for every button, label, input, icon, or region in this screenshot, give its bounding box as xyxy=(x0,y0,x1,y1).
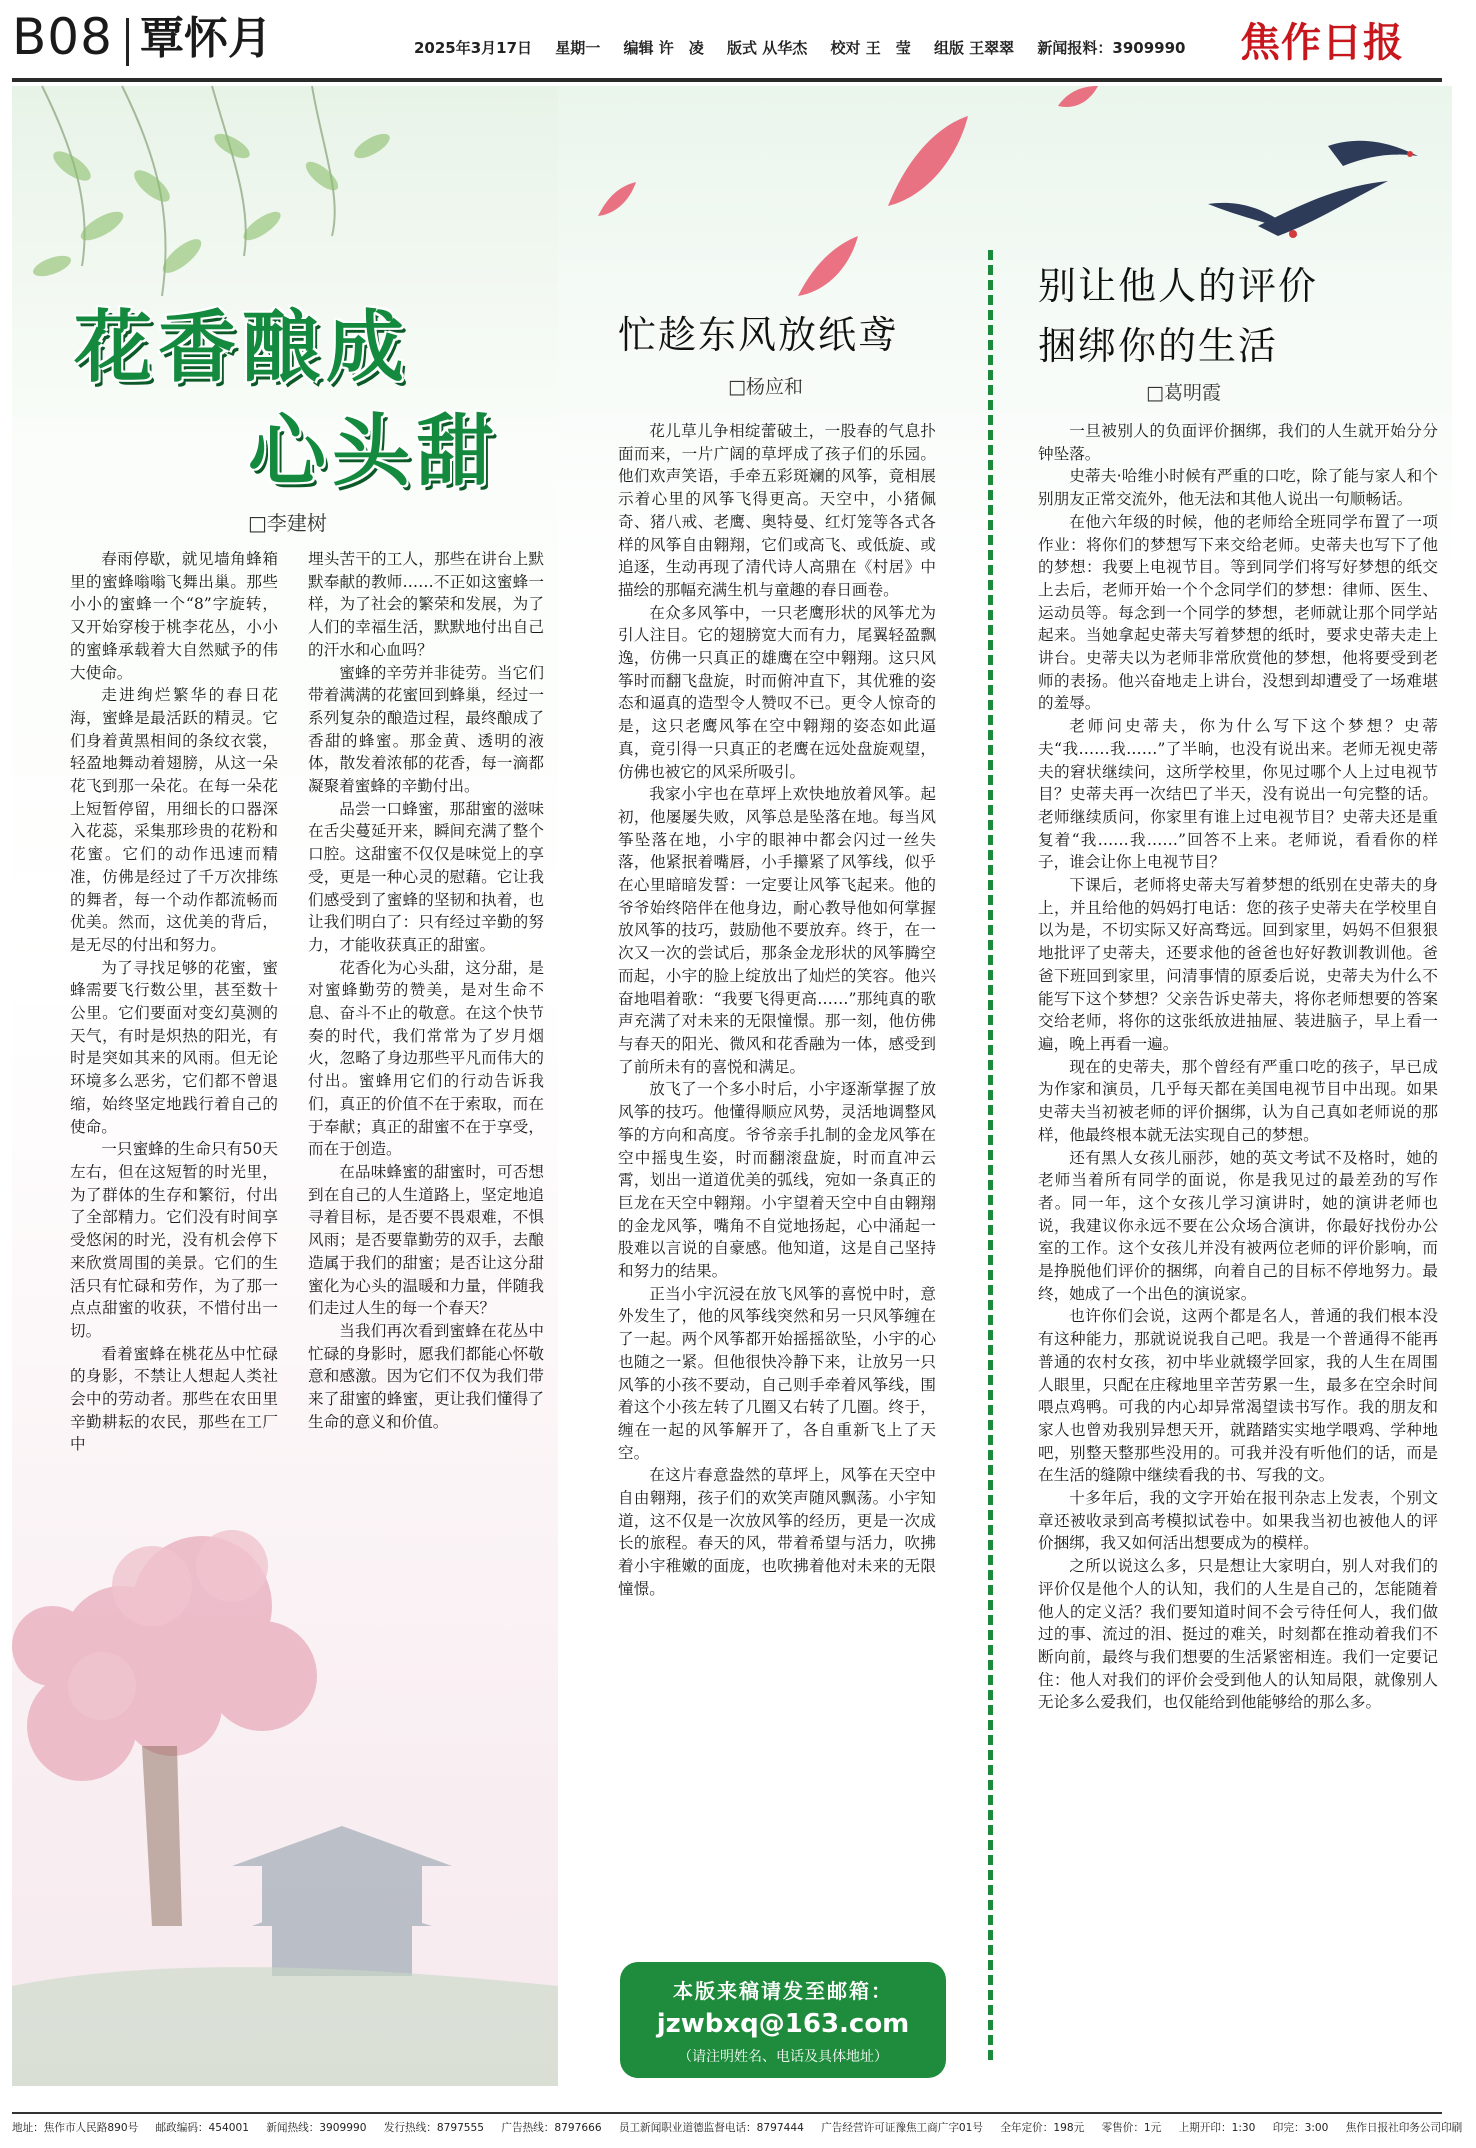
article2-author: □杨应和 xyxy=(728,376,803,398)
paragraph: 也许你们会说，这两个都是名人，普通的我们根本没有这种能力，那就说说我自己吧。我是一个普通得不能再普通的农村女孩，初中毕业就辍学回家，我的人生在周围人眼里，只配在庄稼地里辛苦劳累一生，最多在空余时间喂点鸡鸭。可我的内心却异常渴望读书写作。我的朋友和家人也曾劝我别异想天开，就踏踏实实地学喂鸡、学种地吧，别整天整那些没用的。可我并没有听他们的话，而是在生活的缝隙中继续看我的书、写我的文。 xyxy=(1038,1307,1438,1485)
footer-ethics-line: 员工新闻职业道德监督电话：8797444 xyxy=(618,2122,804,2134)
paragraph: 蜜蜂的辛劳并非徒劳。当它们带着满满的花蜜回到蜂巢，经过一系列复杂的酿造过程，最终酿成了香甜的蜂蜜。那金黄、透明的液体，散发着浓郁的花香，每一滴都凝聚着蜜蜂的辛勤付出。 xyxy=(308,663,544,796)
footer-news-line: 新闻热线：3909990 xyxy=(266,2122,367,2134)
newspaper-logo: 焦作日报 xyxy=(1240,20,1404,66)
header-info xyxy=(414,36,1203,60)
footer-postcode: 邮政编码：454001 xyxy=(155,2122,249,2134)
submission-heading: 本版来稿请发至邮箱： xyxy=(673,1979,893,2003)
paragraph: 之所以说这么多，只是想让大家明白，别人对我们的评价仅是他个人的认知，我们的人生是自己的，怎能随着他人的定义活？我们要知道时间不会亏待任何人，我们做过的事、流过的泪、挺过的难关，时刻都在推动着我们不断向前，最终与我们想要的生活紧密相连。我们一定要记住：他人对我们的评价会受到他人的认知局限，就像别人无论多么爱我们，也仅能给到他能够给的那么多。 xyxy=(1038,1557,1438,1712)
paragraph: 春雨停歇，就见墙角蜂箱里的蜜蜂嗡嗡飞舞出巢。那些小小的蜜蜂一个“8”字旋转，又开始穿梭于桃李花丛，小小的蜜蜂承载着大自然赋予的伟大使命。 xyxy=(70,550,278,682)
paragraph: 花儿草儿争相绽蕾破土，一股春的气息扑面而来，一片广阔的草坪成了孩子们的乐园。他们欢声笑语，手牵五彩斑斓的风筝，竟相展示着心里的风筝飞得更高。天空中，小猪佩奇、猪八戒、老鹰、奥特曼、红灯笼等各式各样的风筝自由翱翔，它们或高飞、或低旋、或追逐，生动再现了清代诗人高鼎在《村居》中描绘的那幅充满生机与童趣的春日画卷。 xyxy=(618,422,936,599)
paragraph: 史蒂夫·哈维小时候有严重的口吃，除了能与家人和个别朋友正常交流外，他无法和其他人说出一句顺畅话。 xyxy=(1038,467,1438,509)
page-number: B08 xyxy=(12,8,113,66)
paragraph: 埋头苦干的工人，那些在讲台上默默奉献的教师……不正如这蜜蜂一样，为了社会的繁荣和发展，为了人们的幸福生活，默默地付出自己的汗水和心血吗？ xyxy=(308,550,544,659)
submission-notice xyxy=(620,1962,946,2078)
paragraph: 现在的史蒂夫，那个曾经有严重口吃的孩子，早已成为作家和演员，几乎每天都在美国电视节目中出现。如果史蒂夫当初被老师的评价捆绑，认为自己真如老师说的那样，他最终根本就无法实现自己的梦想。 xyxy=(1038,1057,1438,1144)
page-footer xyxy=(12,2112,1463,2142)
header-rule xyxy=(12,78,1442,82)
paragraph: 在众多风筝中，一只老鹰形状的风筝尤为引人注目。它的翅膀宽大而有力，尾翼轻盈飘逸，仿佛一只真正的雄鹰在空中翱翔。这只风筝时而翻飞盘旋，时而俯冲直下，其优雅的姿态和逼真的造型令人赞叹不已。更令人惊奇的是，这只老鹰风筝在空中翱翔的姿态如此逼真，竟引得一只真正的老鹰在远处盘旋观望，仿佛也被它的风采所吸引。 xyxy=(618,603,936,781)
article1-author: □李建树 xyxy=(248,511,327,535)
article3-body xyxy=(1038,420,1438,1714)
paragraph: 一只蜜蜂的生命只有50天左右，但在这短暂的时光里，为了群体的生存和繁衍，付出了全部精力。它们没有时间享受悠闲的时光，没有机会停下来欣赏周围的美景。它们的生活只有忙碌和劳作，为了那一点点甜蜜的收获，不惜付出一切。 xyxy=(70,1140,278,1340)
paragraph: 下课后，老师将史蒂夫写着梦想的纸别在史蒂夫的身上，并且给他的妈妈打电话：您的孩子史蒂夫在学校里自以为是，不切实际又好高骛远。回到家里，妈妈不但狠狠地批评了史蒂夫，还要求他的爸爸也好好教训教训他。爸爸下班回到家里，问清事情的原委后说，史蒂夫为什么不能写下这个梦想？父亲告诉史蒂夫，将你老师想要的答案交给老师，将你的这张纸放进抽屉、装进脑子，早上看一遍，晚上再看一遍。 xyxy=(1038,876,1438,1053)
article2-body xyxy=(618,420,936,1601)
article1-column2 xyxy=(308,548,544,1433)
proofreader-credit: 校对 王 莹 xyxy=(830,39,911,57)
paragraph: 当我们再次看到蜜蜂在花丛中忙碌的身影时，愿我们都能心怀敬意和感激。因为它们不仅为我们带来了甜蜜的蜂蜜，更让我们懂得了生命的意义和价值。 xyxy=(308,1321,544,1431)
issue-weekday: 星期一 xyxy=(555,39,601,57)
article1-title-line1: 花香酿成 xyxy=(74,303,411,393)
footer-ad-license: 广告经营许可证豫焦工商广字01号 xyxy=(821,2122,984,2134)
paragraph: 老师问史蒂夫，你为什么写下这个梦想？史蒂夫“我……我……”了半晌，也没有说出来。老师无视史蒂夫的窘状继续问，这所学校里，你见过哪个人上过电视节目？史蒂夫再一次结巴了半天，没有说出一句完整的话。老师继续质问，你家里有谁上过电视节目？史蒂夫还是重复着“我……我……”回答不上来。老师说，看看你的样子，谁会让你上电视节目？ xyxy=(1038,717,1438,872)
paragraph: 我家小宇也在草坪上欢快地放着风筝。起初，他屡屡失败，风筝总是坠落在地。每当风筝坠落在地，小宇的眼神中都会闪过一丝失落，他紧抿着嘴唇，小手攥紧了风筝线，似乎在心里暗暗发誓：一定要让风筝飞起来。他的爷爷始终陪伴在他身边，耐心教导他如何掌握放风筝的技巧，鼓励他不要放弃。终于，在一次又一次的尝试后，那条金龙形状的风筝腾空而起，小宇的脸上绽放出了灿烂的笑容。他兴奋地唱着歌：“我要飞得更高……”那纯真的歌声充满了对未来的无限憧憬。那一刻，他仿佛与春天的阳光、微风和花香融为一体，感受到了前所未有的喜悦和满足。 xyxy=(618,785,936,1076)
paragraph: 正当小宇沉浸在放飞风筝的喜悦中时，意外发生了，他的风筝线突然和另一只风筝缠在了一起。两个风筝都开始摇摇欲坠，小宇的心也随之一紧。但他很快冷静下来，让放另一只风筝的小孩不要动，自己则手牵着风筝线，围着这个小孩左转了几圈又右转了几圈。终于，缠在一起的风筝解开了，各自重新飞上了天空。 xyxy=(618,1284,936,1462)
paragraph: 在这片春意盎然的草坪上，风筝在天空中自由翱翔，孩子们的欢笑声随风飘荡。小宇知道，这不仅是一次放风筝的经历，更是一次成长的旅程。春天的风，带着希望与活力，吹拂着小宇稚嫩的面庞，也吹拂着他对未来的无限憧憬。 xyxy=(618,1466,936,1598)
article1-column1 xyxy=(70,548,278,1456)
footer-print-start: 上期开印：1:30 xyxy=(1178,2122,1256,2134)
footer-annual-price: 全年定价：198元 xyxy=(1000,2122,1085,2134)
footer-retail-price: 零售价：1元 xyxy=(1101,2122,1162,2134)
footer-print-end: 印完：3:00 xyxy=(1272,2122,1329,2134)
paragraph: 一旦被别人的负面评价捆绑，我们的人生就开始分分钟坠落。 xyxy=(1038,422,1438,463)
article3-title-line1: 别让他人的评价 xyxy=(1038,264,1319,308)
article3-title-line2: 捆绑你的生活 xyxy=(1038,324,1279,368)
editor-credit: 编辑 许 凌 xyxy=(623,39,704,57)
article2-title: 忙趁东风放纸鸢 xyxy=(618,313,899,357)
footer-printer: 焦作日报社印务公司印刷 xyxy=(1345,2122,1463,2134)
issue-date: 2025年3月17日 xyxy=(414,39,533,57)
group-credit: 组版 王翠翠 xyxy=(933,39,1015,57)
paragraph: 品尝一口蜂蜜，那甜蜜的滋味在舌尖蔓延开来，瞬间充满了整个口腔。这甜蜜不仅仅是味觉上的享受，更是一种心灵的慰藉。它让我们感受到了蜜蜂的坚韧和执着，也让我们明白了：只有经过辛勤的努力，才能收获真正的甜蜜。 xyxy=(308,799,544,954)
submission-note: （请注明姓名、电话及具体地址） xyxy=(678,2049,888,2065)
column-divider xyxy=(988,250,993,2060)
article3-author: □葛明霞 xyxy=(1146,382,1221,404)
paragraph: 花香化为心头甜，这分甜，是对蜜蜂勤劳的赞美，是对生命不息、奋斗不止的敬意。在这个快节奏的时代，我们常常为了岁月烟火，忽略了身边那些平凡而伟大的付出。蜜蜂用它们的行动告诉我们，真正的价值不在于索取，而在于奉献；真正的甜蜜不在于享受，而在于创造。 xyxy=(308,958,544,1159)
paragraph: 放飞了一个多小时后，小宇逐渐掌握了放风筝的技巧。他懂得顺应风势，灵活地调整风筝的方向和高度。爷爷亲手扎制的金龙风筝在空中摇曳生姿，时而翻滚盘旋，时而直冲云霄，划出一道道优美的弧线，宛如一条真正的巨龙在天空中翱翔。小宇望着天空中自由翱翔的金龙风筝，嘴角不自觉地扬起，心中涌起一股难以言说的自豪感。他知道，这是自己坚持和努力的结果。 xyxy=(618,1080,936,1281)
article3-title xyxy=(1038,256,1318,376)
paragraph: 在他六年级的时候，他的老师给全班同学布置了一项作业：将你们的梦想写下来交给老师。史蒂夫也写下了他的梦想：我要上电视节目。等到同学们将写好梦想的纸交上去后，老师开始一个个念同学们的梦想：律师、医生、运动员等。每念到一个同学的梦想，老师就让那个同学站起来。当她拿起史蒂夫写着梦想的纸时，要求史蒂夫走上讲台。史蒂夫以为老师非常欣赏他的梦想，他将要受到老师的表扬。他兴奋地走上讲台，没想到却遭受了一场难堪的羞辱。 xyxy=(1038,512,1438,713)
paragraph: 还有黑人女孩儿丽莎，她的英文考试不及格时，她的老师当着所有同学的面说，你是我见过的最差劲的写作者。同一年，这个女孩儿学习演讲时，她的演讲老师也说，我建议你永远不要在公众场合演讲，你最好找份办公室的工作。这个女孩儿并没有被两位老师的评价影响，而是挣脱他们评价的捆绑，向着自己的目标不停地努力。最终，她成了一个出色的演说家。 xyxy=(1038,1148,1438,1303)
page-header xyxy=(0,0,1454,86)
news-hotline: 新闻报料：3909990 xyxy=(1037,39,1186,57)
footer-ad-line: 广告热线：8797666 xyxy=(501,2122,602,2134)
article1-title-line2: 心头甜 xyxy=(248,407,501,497)
paragraph: 走进绚烂繁华的春日花海，蜜蜂是最活跃的精灵。它们身着黄黑相间的条纹衣裳，轻盈地舞动着翅膀，从这一朵花飞到那一朵花。在每一朵花上短暂停留，用细长的口器深入花蕊，采集那珍贵的花粉和花蜜。它们的动作迅速而精准，仿佛是经过了千万次排练的舞者，每一个动作都流畅而优美。然而，这优美的背后，是无尽的付出和努力。 xyxy=(70,686,278,954)
header-separator xyxy=(126,18,129,66)
footer-address: 地址：焦作市人民路890号 xyxy=(12,2122,139,2134)
section-name: 覃怀月 xyxy=(140,13,272,64)
paragraph: 十多年后，我的文字开始在报刊杂志上发表，个别文章还被收录到高考模拟试卷中。如果我当初也被他人的评价捆绑，我又如何活出想要成为的模样。 xyxy=(1038,1489,1438,1553)
article-flower-honey xyxy=(12,86,558,2086)
footer-distribution-line: 发行热线：8797555 xyxy=(383,2122,485,2134)
layout-credit: 版式 从华杰 xyxy=(727,39,808,57)
right-panel xyxy=(558,86,1452,2086)
paragraph: 为了寻找足够的花蜜，蜜蜂需要飞行数公里，甚至数十公里。它们要面对变幻莫测的天气，有时是炽热的阳光，有时是突如其来的风雨。但无论环境多么恶劣，它们都不曾退缩，始终坚定地践行着自己的使命。 xyxy=(70,958,278,1136)
paragraph: 在品味蜂蜜的甜蜜时，可否想到在自己的人生道路上，坚定地追寻着目标，是否要不畏艰难，不惧风雨；是否要靠勤劳的双手，去酿造属于我们的甜蜜；是否让这分甜蜜化为心头的温暖和力量，伴随我们走过人生的每一个春天？ xyxy=(308,1162,544,1318)
paragraph: 看着蜜蜂在桃花丛中忙碌的身影，不禁让人想起人类社会中的劳动者。那些在农田里辛勤耕耘的农民，那些在工厂中 xyxy=(70,1344,278,1454)
submission-email[interactable]: jzwbxq@163.com xyxy=(656,2009,910,2039)
